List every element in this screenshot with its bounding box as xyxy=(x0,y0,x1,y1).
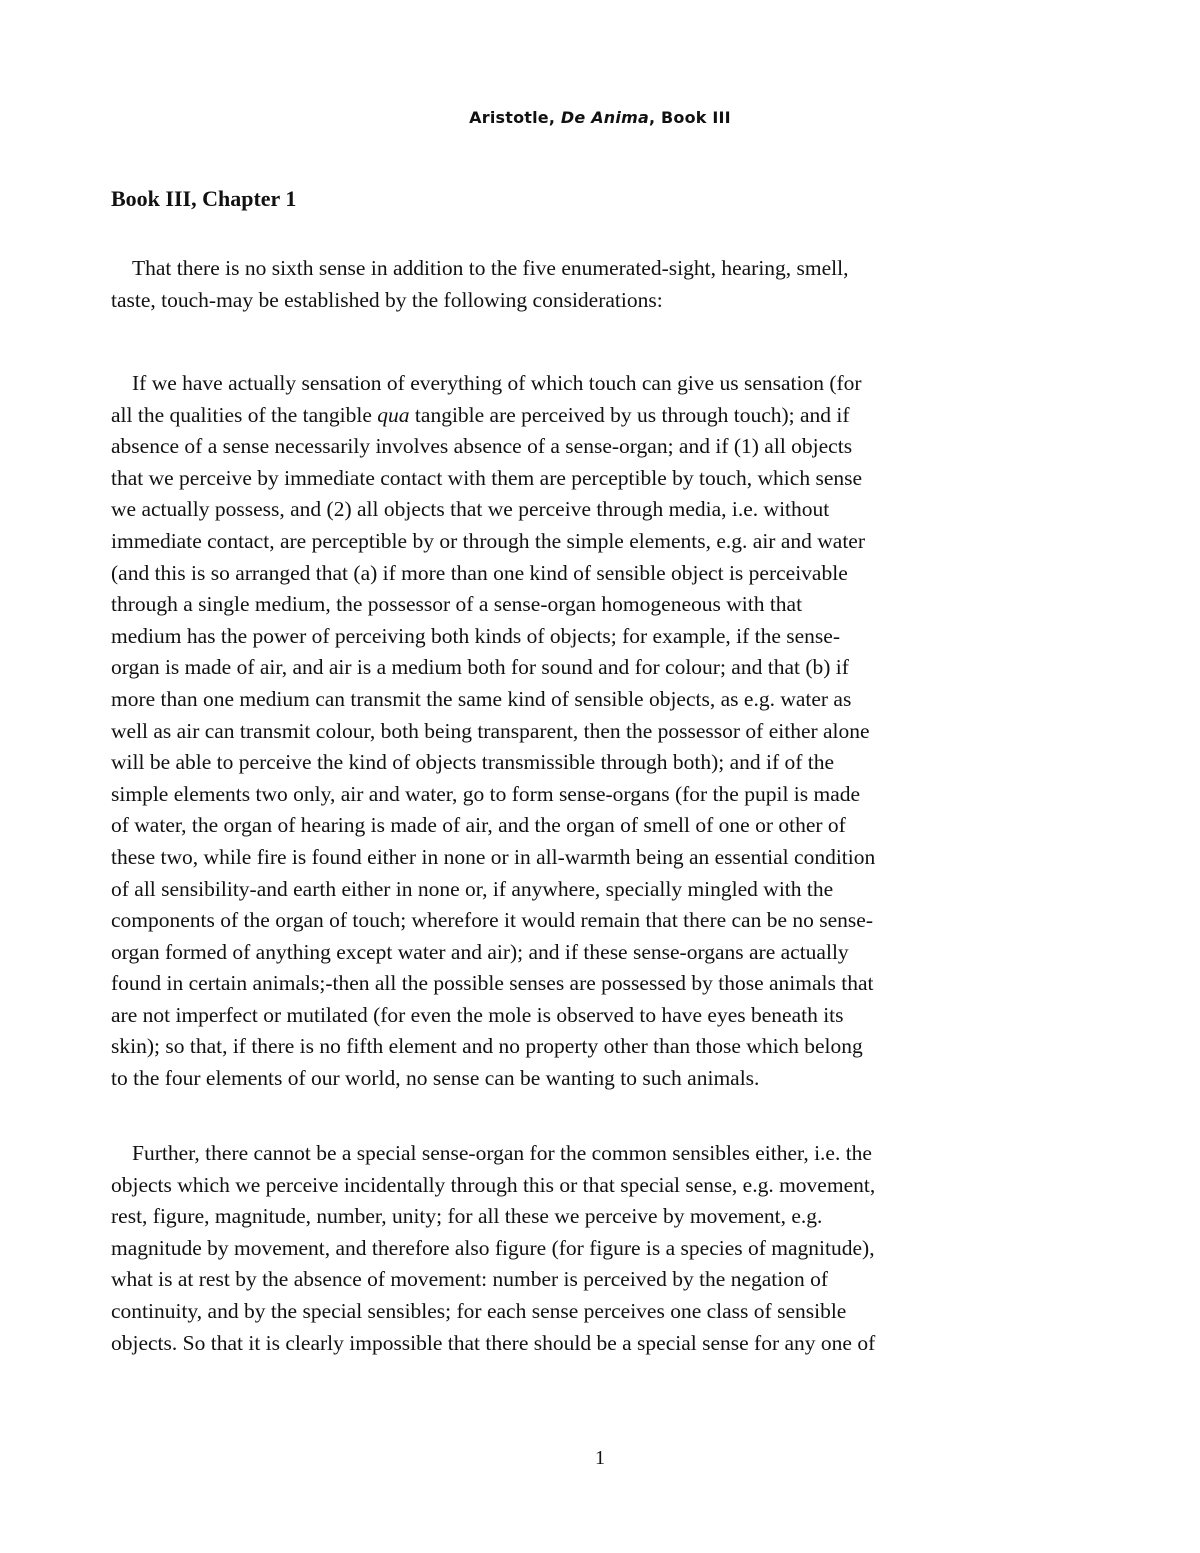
text-line: we actually possess, and (2) all objects that we perceive through media, i.e. without xyxy=(111,497,830,522)
text-line: components of the organ of touch; wherefore it would remain that there can be no sense- xyxy=(111,908,874,933)
text-line: of all sensibility-and earth either in none or, if anywhere, specially mingled with the xyxy=(111,876,834,901)
header-work-title: De Anima xyxy=(560,108,649,127)
text-line: skin); so that, if there is no fifth element and no property other than those which belong xyxy=(111,1034,863,1059)
text-line: taste, touch-may be established by the following considerations: xyxy=(111,287,663,312)
text-line: these two, while fire is found either in none or in all-warmth being an essential condition xyxy=(111,844,876,869)
text-line: objects. So that it is clearly impossible that there should be a special sense for any one of xyxy=(111,1330,876,1355)
text-line: are not imperfect or mutilated (for even the mole is observed to have eyes beneath its xyxy=(111,1002,844,1027)
paragraph-2 xyxy=(111,368,1101,1095)
text-line: (and this is so arranged that (a) if more than one kind of sensible object is perceivable xyxy=(111,560,848,585)
text-line: well as air can transmit colour, both being transparent, then the possessor of either alone xyxy=(111,718,870,743)
header-author: Aristotle, xyxy=(469,108,561,127)
text-line: what is at rest by the absence of movement: number is perceived by the negation of xyxy=(111,1267,829,1292)
text-line: through a single medium, the possessor of a sense-organ homogeneous with that xyxy=(111,592,803,617)
text-segment: tangible are perceived by us through touch); and if xyxy=(409,402,850,427)
text-line: more than one medium can transmit the same kind of sensible objects, as e.g. water as xyxy=(111,686,852,711)
text-line: organ formed of anything except water and air); and if these sense-organs are actually xyxy=(111,939,849,964)
text-line: simple elements two only, air and water, go to form sense-organs (for the pupil is made xyxy=(111,781,861,806)
text-line: Further, there cannot be a special sense-organ for the common sensibles either, i.e. the xyxy=(132,1141,872,1165)
text-line: If we have actually sensation of everything of which touch can give us sensation (for xyxy=(132,371,862,395)
text-line: found in certain animals;-then all the possible senses are possessed by those animals that xyxy=(111,971,874,996)
italic-term: qua xyxy=(377,402,410,427)
text-line: of water, the organ of hearing is made of air, and the organ of smell of one or other of xyxy=(111,813,846,838)
paragraph-1 xyxy=(111,253,1101,316)
text-line: immediate contact, are perceptible by or through the simple elements, e.g. air and water xyxy=(111,528,866,553)
text-line: continuity, and by the special sensibles; for each sense perceives one class of sensible xyxy=(111,1298,847,1323)
chapter-heading: Book III, Chapter 1 xyxy=(111,186,297,211)
text-line: will be able to perceive the kind of objects transmissible through both); and if of the xyxy=(111,750,835,775)
page-number: 1 xyxy=(595,1447,605,1469)
header-book: , Book III xyxy=(648,108,731,127)
text-line: magnitude by movement, and therefore also figure (for figure is a species of magnitude), xyxy=(111,1235,875,1260)
text-line: absence of a sense necessarily involves absence of a sense-organ; and if (1) all objects xyxy=(111,434,853,459)
paragraph-3 xyxy=(111,1138,1101,1359)
text-segment: all the qualities of the tangible xyxy=(111,402,378,427)
text-line xyxy=(111,400,1101,432)
text-line: to the four elements of our world, no sense can be wanting to such animals. xyxy=(111,1066,760,1091)
text-line: that we perceive by immediate contact with them are perceptible by touch, which sense xyxy=(111,465,863,490)
text-line: medium has the power of perceiving both kinds of objects; for example, if the sense- xyxy=(111,623,841,648)
running-header xyxy=(0,108,1200,127)
text-line: organ is made of air, and air is a medium both for sound and for colour; and that (b) if xyxy=(111,655,849,680)
text-line: objects which we perceive incidentally through this or that special sense, e.g. movement, xyxy=(111,1172,876,1197)
text-line: That there is no sixth sense in addition to the five enumerated-sight, hearing, smell, xyxy=(132,256,849,280)
text-line: rest, figure, magnitude, number, unity; for all these we perceive by movement, e.g. xyxy=(111,1204,823,1229)
